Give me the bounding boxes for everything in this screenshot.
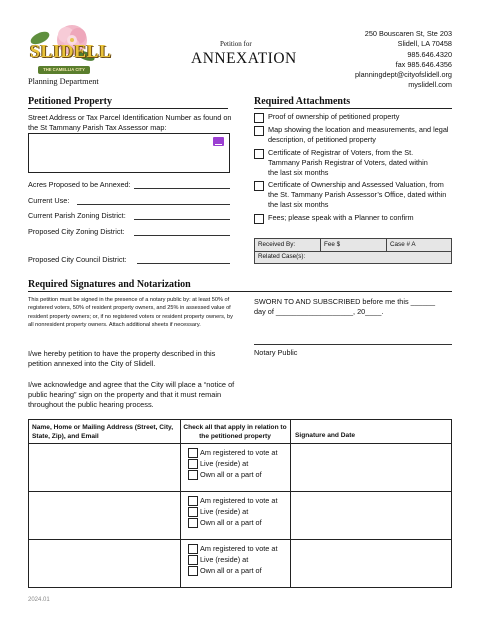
petition-for-label: Petition for [220,40,252,48]
resident-label: Live (reside) at [200,507,249,516]
resident-checkbox[interactable] [188,507,198,517]
table-row [186,495,286,539]
proposed-zoning-label: Proposed City Zoning District: [28,227,125,236]
logo-wordmark: SLIDELL [30,41,112,61]
current-zoning-field[interactable] [134,219,230,220]
phone-number: 985.646.4320 [407,49,452,59]
petition-statement: I/we hereby petition to have the property described in this petition annexed into the City of Slidell. [28,349,216,368]
registered-voter-checkbox[interactable] [188,544,198,554]
attachments-heading: Required Attachments [254,96,351,107]
resident-label: Live (reside) at [200,459,249,468]
resident-checkbox[interactable] [188,555,198,565]
resident-label: Live (reside) at [200,555,249,564]
office-use-box [254,238,452,264]
attachment-checkbox[interactable] [254,214,264,224]
table-row [186,447,286,491]
logo-tagline: THE CAMELLIA CITY [43,67,85,72]
acres-field[interactable] [134,188,230,189]
petitioned-property-heading: Petitioned Property [28,96,112,107]
attachment-item: Certificate of Ownership and Assessed Valuation, from the St. Tammany Parish Assessor’s Office, dated within the last six months [268,180,447,209]
notary-signature-line[interactable] [254,344,452,345]
page-title: ANNEXATION [191,50,297,67]
owner-checkbox[interactable] [188,518,198,528]
sworn-statement-line1: SWORN TO AND SUBSCRIBED before me this ______ [254,297,436,306]
department-name: Planning Department [28,77,99,86]
council-district-field[interactable] [137,263,230,264]
table-header-name: Name, Home or Mailing Address (Street, City, State, Zip), and Email [32,424,174,440]
attachment-item: Fees; please speak with a Planner to confirm [268,213,414,222]
table-row [186,543,286,587]
comment-icon[interactable] [213,137,224,146]
owner-checkbox[interactable] [188,470,198,480]
fee-label[interactable]: Fee $ [324,241,341,248]
section-divider [28,108,228,109]
form-version: 2024.01 [28,597,50,603]
table-header-check: Check all that apply in relation to the petitioned property [183,424,287,440]
address-line: 250 Bouscaren St, Ste 203 [364,29,452,38]
attachment-checkbox[interactable] [254,181,264,191]
council-district-label: Proposed City Council District: [28,255,127,264]
attachment-checkbox[interactable] [254,149,264,159]
case-number-label[interactable]: Case # A [390,241,416,248]
sign-acknowledgement: I/we acknowledge and agree that the City will place a “notice of public hearing” sign on the property and that it must remain throughout the public hearing process. [28,380,235,409]
resident-checkbox[interactable] [188,459,198,469]
registered-voter-label: Am registered to vote at [200,448,278,457]
current-zoning-label: Current Parish Zoning District: [28,211,126,220]
attachment-item: Proof of ownership of petitioned property [268,112,400,121]
attachment-item: Map showing the location and measurements, and legal description, of petitioned property [268,125,449,144]
table-header-signature: Signature and Date [295,432,356,439]
signature-instructions: This petition must be signed in the presence of a notary public by: at least 50% of registered voters, 50% of resident property owners, and 25% in assessed value of resident property owners; or, if no registered voters or resident property owners, by all nonresident property owners. Attach additional sheets if necessary. [28,297,233,328]
attachment-item: Certificate of Registrar of Voters, from the St. Tammany Parish Registrar of Voters, dated within the last six months [268,148,428,177]
email-link[interactable]: planningdept@cityofslidell.org [354,70,452,80]
acres-label: Acres Proposed to be Annexed: [28,180,131,189]
signatures-heading: Required Signatures and Notarization [28,279,191,290]
received-by-label[interactable]: Received By: [258,241,296,248]
section-divider [254,108,452,109]
website-link[interactable]: myslidell.com [408,80,452,90]
owner-label: Own all or a part of [200,470,262,479]
proposed-zoning-field[interactable] [134,235,230,236]
registered-voter-checkbox[interactable] [188,496,198,506]
contact-address [355,29,452,91]
attachment-checkbox[interactable] [254,126,264,136]
current-use-label: Current Use: [28,196,70,205]
address-city: Slidell, LA 70458 [397,39,452,49]
sworn-statement-line2: day of ___________________, 20____. [254,307,384,316]
address-input-box[interactable] [28,133,230,173]
current-use-field[interactable] [77,204,230,205]
section-divider [28,291,452,292]
notary-public-label: Notary Public [254,348,298,357]
attachment-checkbox[interactable] [254,113,264,123]
owner-label: Own all or a part of [200,518,262,527]
address-prompt: Street Address or Tax Parcel Identification Number as found on the St Tammany Parish Tax Assessor map: [28,113,232,132]
fax-number: fax 985.646.4356 [395,59,452,69]
owner-label: Own all or a part of [200,566,262,575]
owner-checkbox[interactable] [188,566,198,576]
registered-voter-checkbox[interactable] [188,448,198,458]
related-cases-label[interactable]: Related Case(s): [258,253,306,260]
registered-voter-label: Am registered to vote at [200,544,278,553]
registered-voter-label: Am registered to vote at [200,496,278,505]
